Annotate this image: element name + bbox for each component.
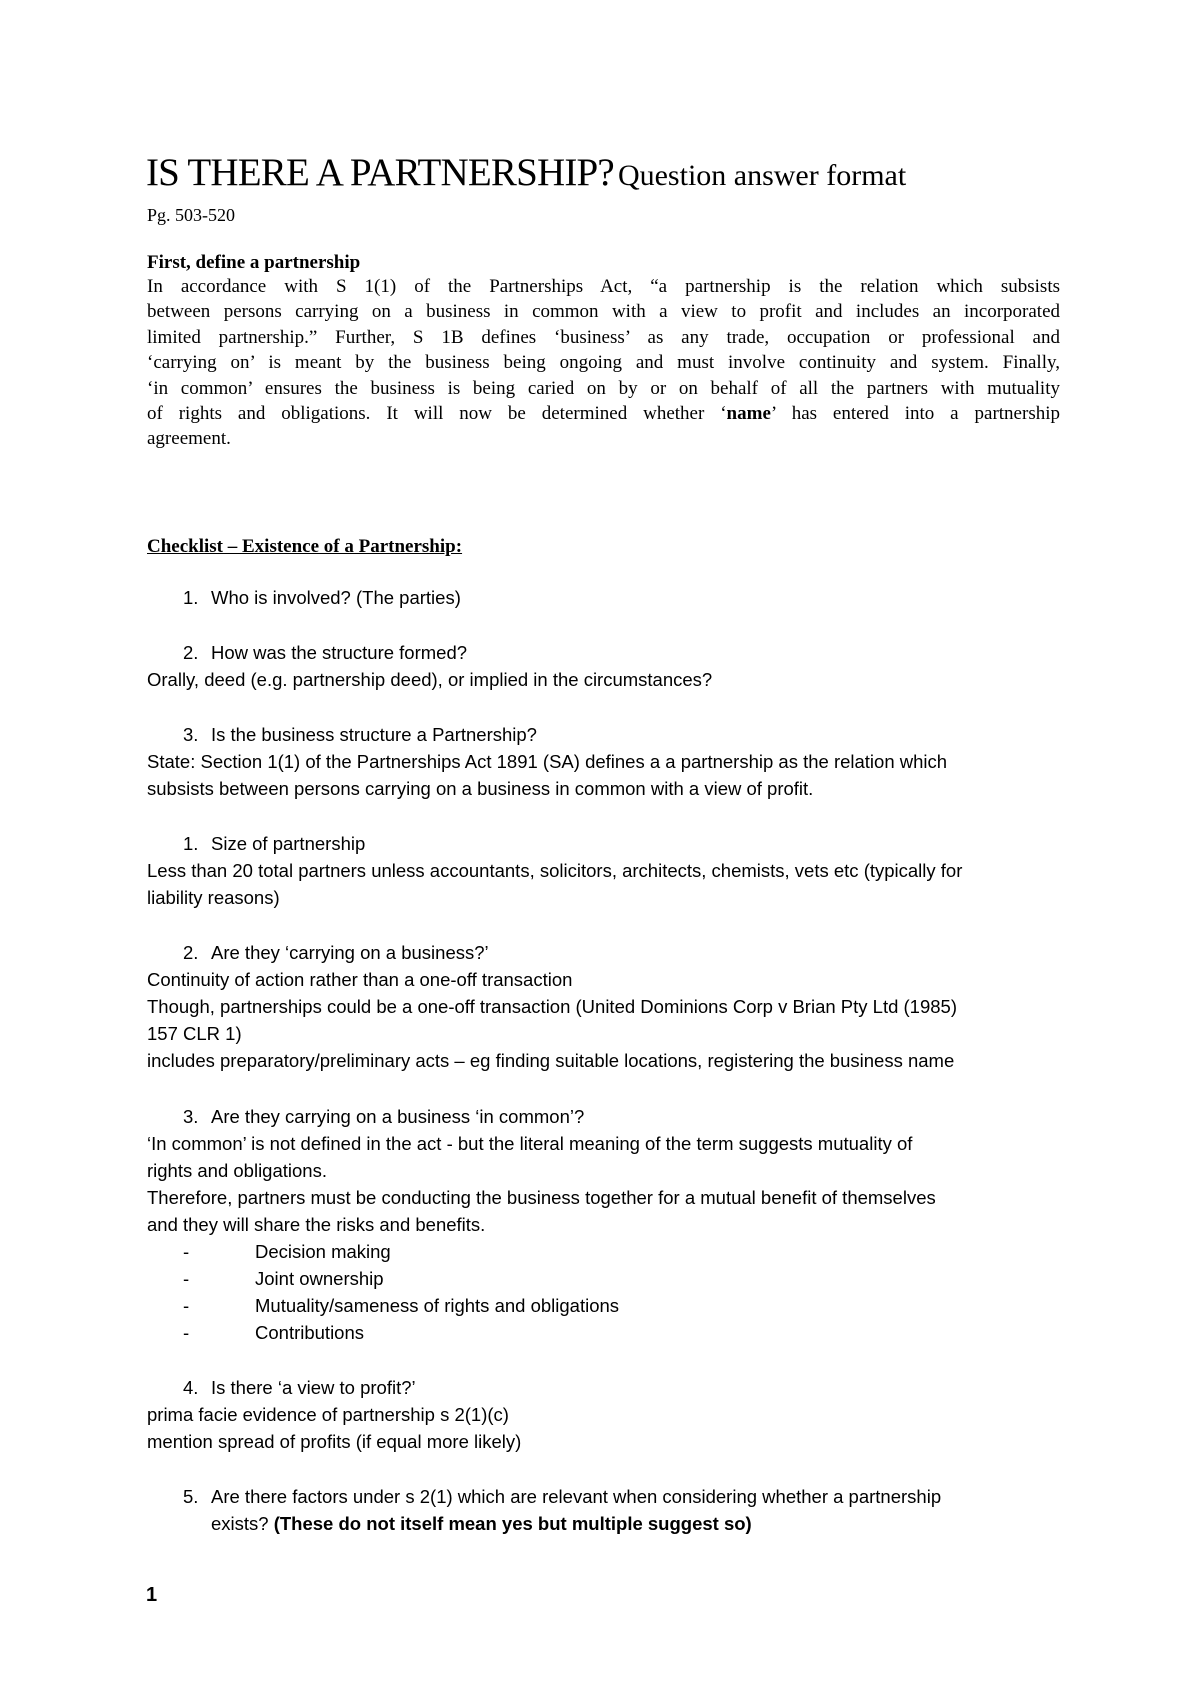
checklist-item (183, 724, 537, 746)
item-note: mention spread of profits (if equal more likely) (147, 1431, 522, 1452)
item-emphasis: (These do not itself mean yes but multiple suggest so) (273, 1513, 752, 1534)
item-number: 1. (183, 833, 199, 854)
definition-line: limited partnership.” Further, S 1B defines ‘business’ as any trade, occupation or professional and (147, 326, 1060, 348)
definition-heading: First, define a partnership (147, 252, 361, 273)
title-suffix: Question answer format (617, 159, 907, 192)
bullet-dash: - (183, 1295, 190, 1316)
item-note: Less than 20 total partners unless accountants, solicitors, architects, chemists, vets etc (typically for (147, 860, 963, 881)
item-number: 3. (183, 724, 199, 745)
bullet-text: Decision making (255, 1241, 391, 1262)
page-number: 1 (146, 1584, 158, 1606)
item-number: 3. (183, 1106, 199, 1127)
item-note: Continuity of action rather than a one-off transaction (147, 969, 573, 990)
item-note: Though, partnerships could be a one-off transaction (United Dominions Corp v Brian Pty Ltd (1985) (147, 996, 957, 1017)
checklist-subitem (183, 1486, 941, 1508)
bullet-text: Joint ownership (255, 1268, 384, 1289)
checklist-subitem (183, 1106, 584, 1128)
item-text: Are there factors under s 2(1) which are relevant when considering whether a partnership (211, 1486, 942, 1507)
title-main: IS THERE A PARTNERSHIP? (146, 151, 614, 194)
item-text: Is the business structure a Partnership? (211, 724, 537, 745)
checklist-item (183, 587, 461, 609)
checklist-subitem (183, 833, 365, 855)
bullet-item (183, 1322, 364, 1344)
item-text: Who is involved? (The parties) (211, 587, 461, 608)
checklist-subitem (183, 942, 489, 964)
item-note: 157 CLR 1) (147, 1023, 242, 1044)
item-note: ‘In common’ is not defined in the act - but the literal meaning of the term suggests mutuality of (147, 1133, 913, 1154)
item-number: 1. (183, 587, 199, 608)
definition-line: In accordance with S 1(1) of the Partnerships Act, “a partnership is the relation which subsists (147, 276, 1060, 297)
item-text: Is there ‘a view to profit?’ (211, 1377, 416, 1398)
item-note: Orally, deed (e.g. partnership deed), or implied in the circumstances? (147, 669, 713, 690)
definition-line-start: of rights and obligations. It will now be determined whether ‘ (147, 402, 727, 424)
definition-line-with-name (147, 403, 1060, 428)
item-note: liability reasons) (147, 887, 280, 908)
bullet-item (183, 1241, 391, 1263)
item-note: prima facie evidence of partnership s 2(1)(c) (147, 1404, 509, 1425)
item-text: Size of partnership (211, 833, 366, 854)
bullet-dash: - (183, 1268, 190, 1289)
item-note: rights and obligations. (147, 1160, 327, 1181)
item-text: exists? (211, 1513, 274, 1534)
checklist-subitem (183, 1377, 416, 1399)
item-note: and they will share the risks and benefits. (147, 1214, 486, 1235)
item-number: 2. (183, 642, 199, 663)
bullet-dash: - (183, 1322, 190, 1343)
item-note: includes preparatory/preliminary acts – eg finding suitable locations, registering the business name (147, 1050, 955, 1071)
item-number: 4. (183, 1377, 199, 1398)
item-text: Are they ‘carrying on a business?’ (211, 942, 489, 963)
item-note: Therefore, partners must be conducting the business together for a mutual benefit of themselves (147, 1187, 936, 1208)
definition-line: ‘in common’ ensures the business is being caried on by or on behalf of all the partners with mutuality (147, 377, 1060, 399)
bullet-text: Contributions (255, 1322, 365, 1343)
item-text: Are they carrying on a business ‘in common’? (211, 1106, 585, 1127)
bullet-text: Mutuality/sameness of rights and obligations (255, 1295, 620, 1316)
page-title (146, 150, 906, 195)
definition-line: agreement. (147, 428, 231, 450)
definition-paragraph (147, 276, 1060, 454)
bullet-item (183, 1268, 384, 1290)
name-placeholder: name (726, 402, 771, 424)
item-text-continuation (211, 1513, 752, 1535)
item-number: 2. (183, 942, 199, 963)
item-note: subsists between persons carrying on a business in common with a view of profit. (147, 778, 814, 799)
page-reference: Pg. 503-520 (147, 205, 236, 225)
checklist-heading: Checklist – Existence of a Partnership: (147, 536, 463, 557)
bullet-dash: - (183, 1241, 190, 1262)
item-number: 5. (183, 1486, 199, 1507)
bullet-item (183, 1295, 619, 1317)
definition-line: ‘carrying on’ is meant by the business being ongoing and must involve continuity and system. Finally, (147, 352, 1060, 374)
item-text: How was the structure formed? (211, 642, 468, 663)
definition-line-end: ’ has entered into a partnership (770, 402, 1060, 424)
checklist-item (183, 642, 467, 664)
item-note: State: Section 1(1) of the Partnerships Act 1891 (SA) defines a a partnership as the relation which (147, 751, 948, 772)
definition-line: between persons carrying on a business in common with a view to profit and includes an incorporated (147, 301, 1060, 323)
